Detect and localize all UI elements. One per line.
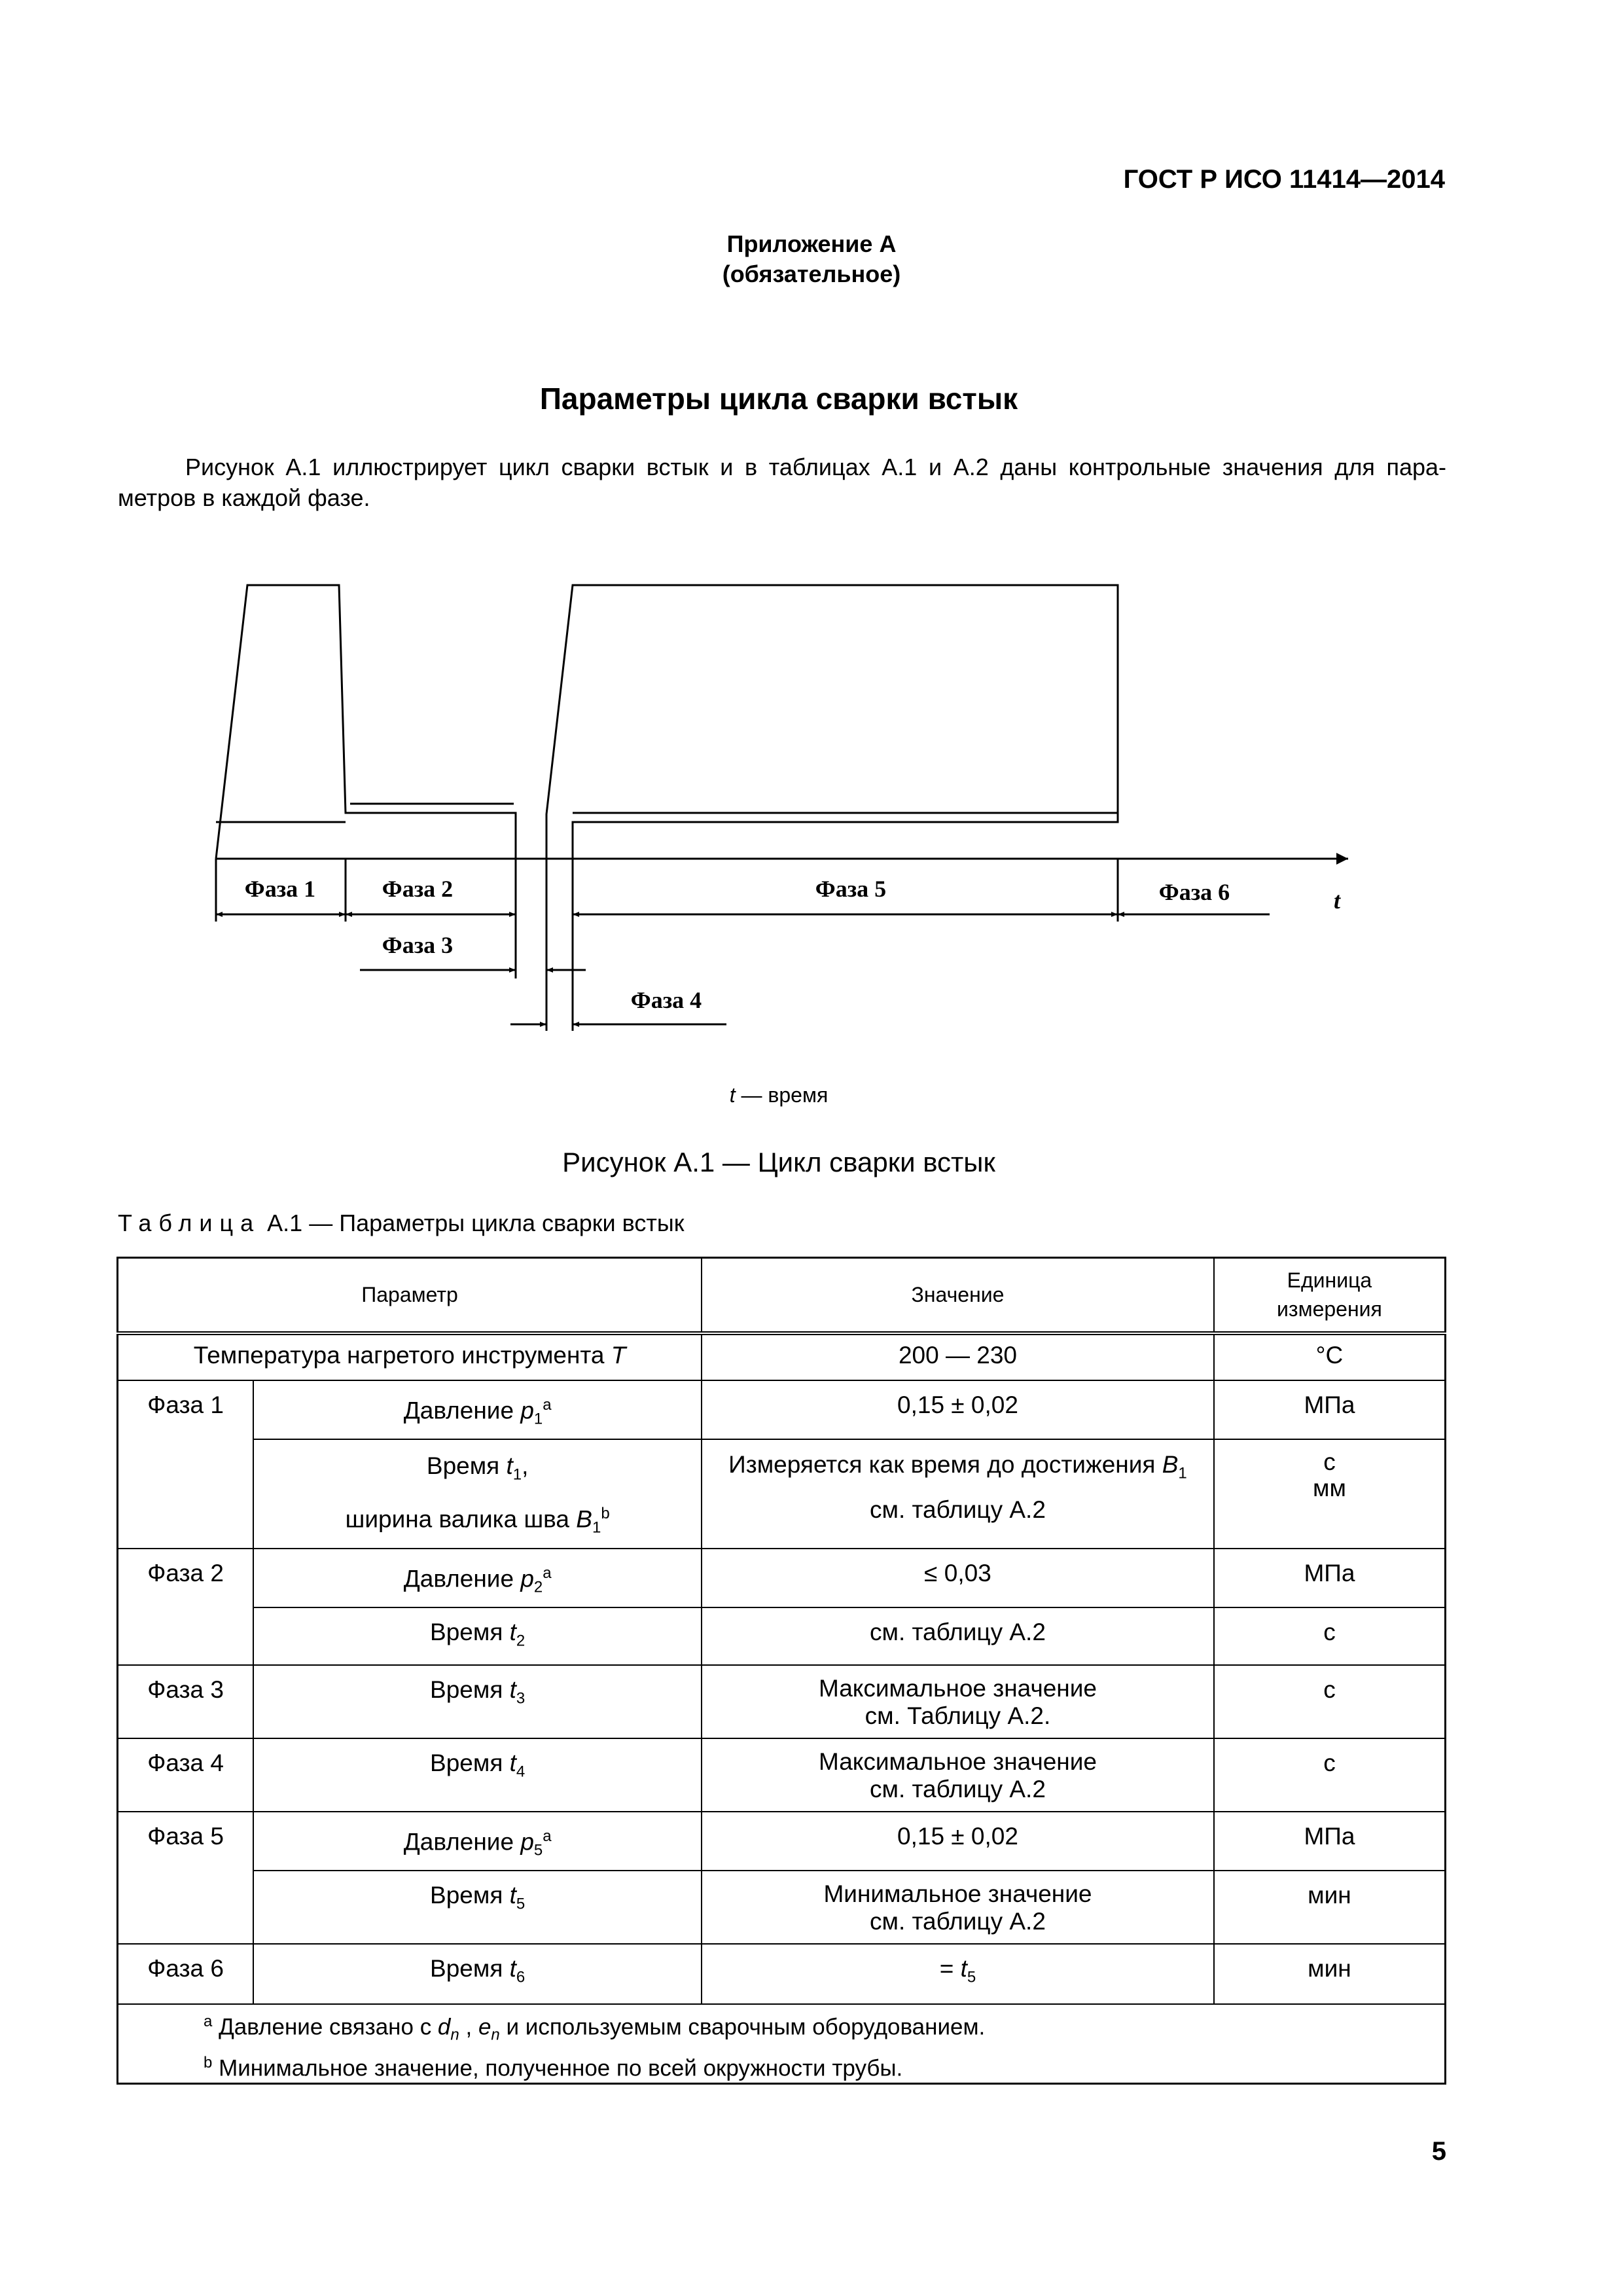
table-header-row bbox=[118, 1258, 1446, 1333]
legend-symbol: t bbox=[729, 1083, 736, 1107]
phase-3-cell: Фаза 3 bbox=[118, 1665, 254, 1738]
intro-line-1: Рисунок А.1 иллюстрирует цикл сварки встык и в таблицах А.1 и А.2 даны контрольные значения для пара- bbox=[185, 454, 1446, 480]
phase-1-time: Время $t_1$, ширина валика шва $B_1^b$ bbox=[253, 1439, 702, 1549]
intro-paragraph bbox=[118, 452, 1446, 513]
phase-2-pressure-unit: МПа bbox=[1214, 1549, 1446, 1607]
phase-2-time-value: см. таблицу А.2 bbox=[702, 1607, 1214, 1665]
table-row bbox=[118, 1944, 1446, 2004]
phase-2-time-unit: с bbox=[1214, 1607, 1446, 1665]
phase-5-time: Время $t_5$ bbox=[253, 1871, 702, 1944]
welding-cycle-figure bbox=[196, 563, 1361, 1060]
annex-title: Приложение А bbox=[726, 230, 897, 257]
phase-6-label: Фаза 6 bbox=[1158, 879, 1230, 905]
table-footnotes-row bbox=[118, 2004, 1446, 2084]
phase-5-time-value: Минимальное значение см. таблицу А.2 bbox=[702, 1871, 1214, 1944]
footnote-a: $^a$ Давление связано с $d_n$ , $e_n$ и используемым сварочным оборудованием. bbox=[204, 2012, 986, 2044]
temperature-parameter: Температура нагретого инструмента T bbox=[118, 1333, 702, 1380]
phase-2-pressure: Давление $p_2^a$ bbox=[253, 1549, 702, 1607]
phase-4-time-value: Максимальное значение см. таблицу А.2 bbox=[702, 1738, 1214, 1812]
intro-line-2: метров в каждой фазе. bbox=[118, 484, 370, 511]
page-number: 5 bbox=[1431, 2137, 1446, 2166]
phase-3-label: Фаза 3 bbox=[382, 932, 454, 958]
phase-3-time-unit: с bbox=[1214, 1665, 1446, 1738]
phase-6-time-unit: мин bbox=[1214, 1944, 1446, 2004]
axis-t-label: t bbox=[1333, 888, 1341, 914]
phase-1-cell: Фаза 1 bbox=[118, 1380, 254, 1549]
phase-5-pressure-unit: МПа bbox=[1214, 1812, 1446, 1871]
table-row bbox=[118, 1333, 1446, 1380]
phase-1-pressure-unit: МПа bbox=[1214, 1380, 1446, 1439]
table-row bbox=[118, 1439, 1446, 1549]
phase-6-time-value: = $t_5$ bbox=[702, 1944, 1214, 2004]
phase-5-pressure: Давление $p_5^a$ bbox=[253, 1812, 702, 1871]
phase-6-time: Время $t_6$ bbox=[253, 1944, 702, 2004]
phase-1-pressure-value: 0,15 ± 0,02 bbox=[702, 1380, 1214, 1439]
header-unit: Единица измерения bbox=[1214, 1258, 1446, 1333]
phase-5-label: Фаза 5 bbox=[815, 876, 887, 902]
phase-4-time: Время $t_4$ bbox=[253, 1738, 702, 1812]
table-caption-spaced: Таблица bbox=[118, 1210, 261, 1236]
annex-status: (обязательное) bbox=[722, 260, 901, 287]
phase-3-time: Время $t_3$ bbox=[253, 1665, 702, 1738]
phase-1-time-unit: с мм bbox=[1214, 1439, 1446, 1549]
table-row bbox=[118, 1812, 1446, 1871]
table-row bbox=[118, 1871, 1446, 1944]
pressure-curve bbox=[216, 585, 1118, 859]
phase-4-time-unit: с bbox=[1214, 1738, 1446, 1812]
parameters-table bbox=[116, 1257, 1446, 2085]
table-footnotes bbox=[118, 2004, 1446, 2084]
phase-6-cell: Фаза 6 bbox=[118, 1944, 254, 2004]
legend-text: — время bbox=[735, 1083, 829, 1107]
phase-1-pressure: Давление $p_1^a$ bbox=[253, 1380, 702, 1439]
phase-2-label: Фаза 2 bbox=[382, 876, 454, 902]
phase-4-cell: Фаза 4 bbox=[118, 1738, 254, 1812]
temperature-unit: °C bbox=[1214, 1333, 1446, 1380]
table-caption-rest: А.1 — Параметры цикла сварки встык bbox=[260, 1210, 685, 1236]
phase-1-label: Фаза 1 bbox=[244, 876, 316, 902]
footnote-b: $^b$ Минимальное значение, полученное по всей окружности трубы. bbox=[204, 2054, 903, 2081]
phase-5-pressure-value: 0,15 ± 0,02 bbox=[702, 1812, 1214, 1871]
table-row bbox=[118, 1549, 1446, 1607]
phase-2-cell: Фаза 2 bbox=[118, 1549, 254, 1665]
phase-1-time-value: Измеряется как время до достижения $B_1$ см. таблицу А.2 bbox=[702, 1439, 1214, 1549]
section-title: Параметры цикла сварки встык bbox=[539, 382, 1018, 416]
table-row bbox=[118, 1738, 1446, 1812]
table-row bbox=[118, 1380, 1446, 1439]
temperature-value: 200 — 230 bbox=[702, 1333, 1214, 1380]
phase-2-time: Время $t_2$ bbox=[253, 1607, 702, 1665]
phase-5-time-unit: мин bbox=[1214, 1871, 1446, 1944]
table-row bbox=[118, 1665, 1446, 1738]
standard-number: ГОСТ Р ИСО 11414—2014 bbox=[1123, 165, 1445, 194]
phase-5-cell: Фаза 5 bbox=[118, 1812, 254, 1944]
phase-3-time-value: Максимальное значение см. Таблицу А.2. bbox=[702, 1665, 1214, 1738]
header-value: Значение bbox=[702, 1258, 1214, 1333]
phase-2-pressure-value: ≤ 0,03 bbox=[702, 1549, 1214, 1607]
figure-caption: Рисунок А.1 — Цикл сварки встык bbox=[562, 1147, 995, 1177]
header-parameter: Параметр bbox=[118, 1258, 702, 1333]
phase-4-label: Фаза 4 bbox=[630, 987, 702, 1013]
table-caption bbox=[118, 1210, 684, 1237]
figure-legend bbox=[0, 1083, 1558, 1107]
table-row bbox=[118, 1607, 1446, 1665]
